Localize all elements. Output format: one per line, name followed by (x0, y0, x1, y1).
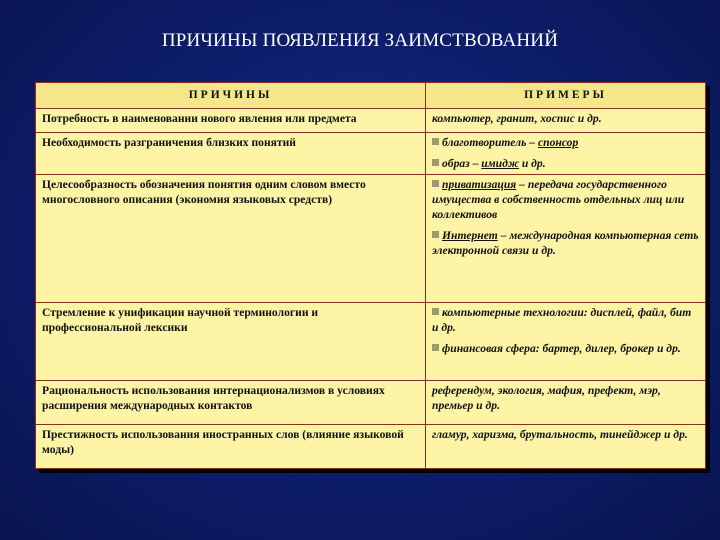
example-item: приватизация – передача государственного имущества в собственность отдельных лиц или коллективов (432, 178, 685, 221)
bullet-icon (432, 138, 439, 145)
cause-cell: Целесообразность обозначения понятия одним словом вместо многословного описания (экономия языковых средств) (36, 175, 426, 303)
example-item: Интернет – международная компьютерная сеть электронной связи и др. (432, 229, 699, 257)
table-row (36, 425, 706, 469)
table-row (36, 133, 706, 175)
bullet-icon (432, 308, 439, 315)
examples-cell (426, 133, 706, 175)
table-row (36, 109, 706, 133)
bullet-icon (432, 344, 439, 351)
examples-cell (426, 175, 706, 303)
table-row (36, 303, 706, 381)
causes-table (35, 82, 706, 469)
page-title: ПРИЧИНЫ ПОЯВЛЕНИЯ ЗАИМСТВОВАНИЙ (161, 30, 559, 51)
bullet-icon (432, 231, 439, 238)
cause-cell: Рациональность использования интернационализмов в условиях расширения международных контактов (36, 381, 426, 425)
bullet-icon (432, 180, 439, 187)
example-item: образ – имидж и др. (432, 156, 699, 171)
examples-cell: компьютер, гранит, хоспис и др. (426, 109, 706, 133)
cause-cell: Престижность использования иностранных слов (влияние языковой моды) (36, 425, 426, 469)
table-header-row (36, 83, 706, 109)
examples-cell: гламур, харизма, брутальность, тинейджер и др. (426, 425, 706, 469)
header-causes: ПРИЧИНЫ (36, 83, 426, 109)
examples-cell (426, 303, 706, 381)
example-item: финансовая сфера: бартер, дилер, брокер и др. (432, 341, 699, 356)
table-row (36, 381, 706, 425)
cause-cell: Необходимость разграничения близких понятий (36, 133, 426, 175)
cause-cell: Стремление к унификации научной терминологии и профессиональной лексики (36, 303, 426, 381)
example-item: компьютерные технологии: дисплей, файл, бит и др. (432, 306, 692, 334)
table-row (36, 175, 706, 303)
bullet-icon (432, 159, 439, 166)
examples-cell: референдум, экология, мафия, префект, мэр, премьер и др. (426, 381, 706, 425)
cause-cell: Потребность в наименовании нового явления или предмета (36, 109, 426, 133)
example-item: благотворитель – спонсор (432, 135, 699, 150)
header-examples: ПРИМЕРЫ (426, 83, 706, 109)
